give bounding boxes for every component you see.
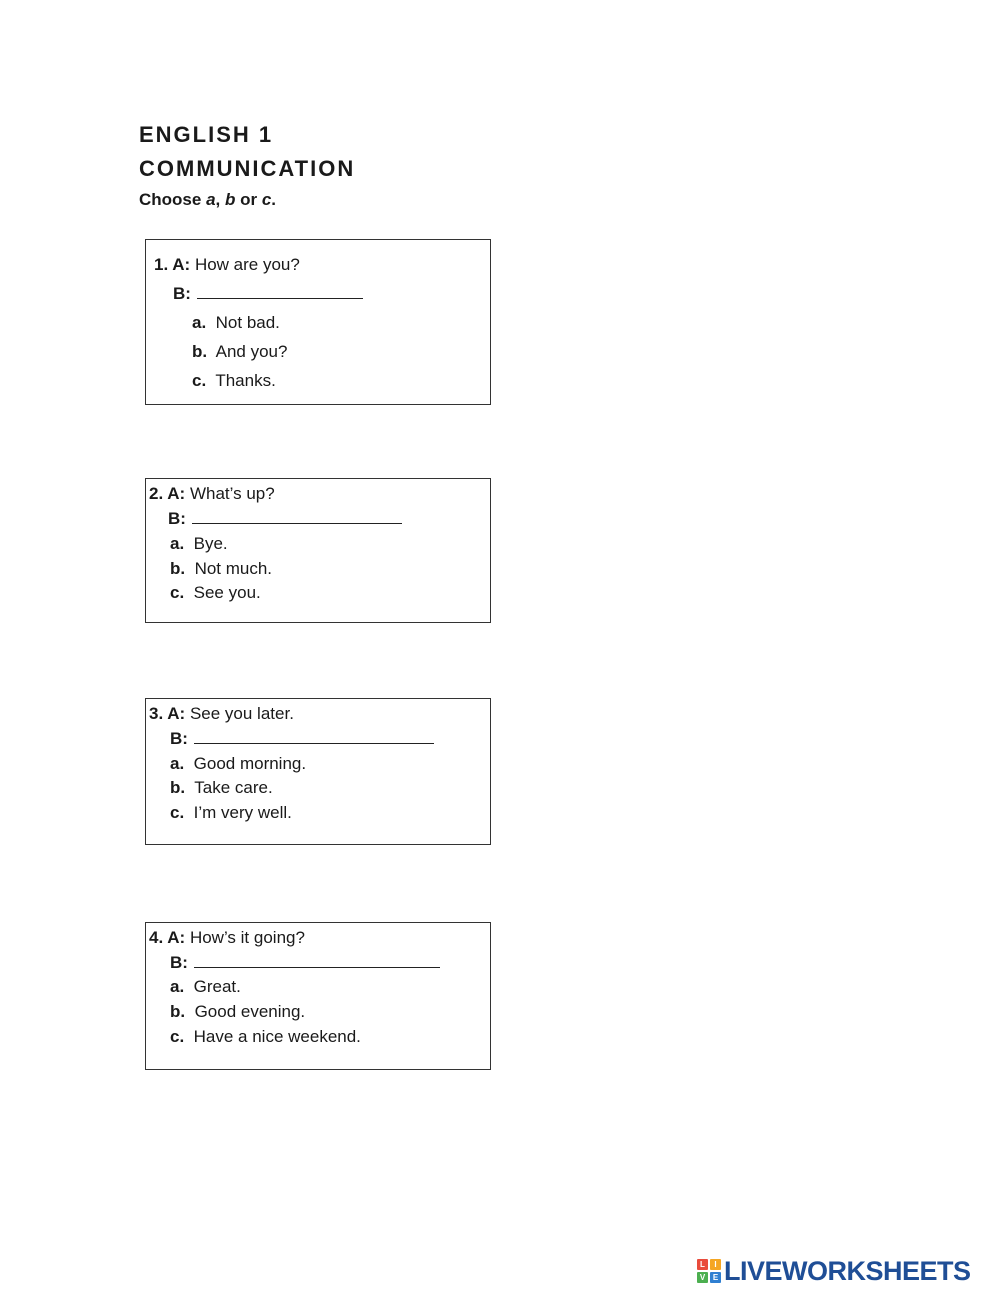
instruction-option-a: a [206, 190, 216, 209]
answer-label: B: [168, 509, 186, 528]
option-b[interactable] [170, 559, 272, 579]
option-letter: a. [170, 754, 185, 773]
option-text: Good evening. [194, 1002, 306, 1021]
answer-line [170, 729, 434, 749]
worksheet-title: ENGLISH 1 [139, 122, 274, 147]
question-box-3 [145, 698, 491, 845]
answer-blank[interactable] [194, 729, 434, 744]
option-a[interactable] [192, 313, 280, 333]
worksheet-subtitle: COMMUNICATION [139, 156, 356, 181]
question-prompt-line [149, 484, 275, 504]
logo-tile-l: L [697, 1259, 708, 1270]
option-c[interactable] [170, 583, 261, 603]
question-box-1 [145, 239, 491, 405]
option-letter: c. [170, 583, 185, 602]
option-text: Not much. [194, 559, 273, 578]
liveworksheets-logo [697, 1257, 971, 1285]
option-letter: c. [170, 1027, 185, 1046]
option-text: I’m very well. [193, 803, 292, 822]
option-letter: b. [170, 778, 186, 797]
option-letter: b. [192, 342, 208, 361]
answer-line [173, 284, 363, 304]
option-letter: a. [170, 534, 185, 553]
option-b[interactable] [170, 778, 273, 798]
question-box-2 [145, 478, 491, 623]
option-letter: a. [192, 313, 207, 332]
option-text: Thanks. [215, 371, 276, 390]
question-prompt-line [154, 255, 300, 275]
question-number: 3. A: [149, 704, 186, 723]
answer-label: B: [170, 953, 188, 972]
logo-tile-e: E [710, 1272, 721, 1283]
option-a[interactable] [170, 754, 306, 774]
question-number: 4. A: [149, 928, 186, 947]
answer-label: B: [170, 729, 188, 748]
option-text: Good morning. [193, 754, 307, 773]
instruction-separator-2: or [235, 190, 262, 209]
option-c[interactable] [192, 371, 276, 391]
logo-tile-i: I [710, 1259, 721, 1270]
question-prompt-line [149, 704, 294, 724]
question-prompt: How’s it going? [189, 928, 305, 947]
logo-tiles-icon [697, 1259, 721, 1283]
question-prompt: What’s up? [189, 484, 275, 503]
question-prompt: See you later. [189, 704, 294, 723]
option-letter: b. [170, 559, 186, 578]
option-letter: c. [192, 371, 207, 390]
answer-line [170, 953, 440, 973]
option-a[interactable] [170, 534, 228, 554]
answer-label: B: [173, 284, 191, 303]
option-text: Not bad. [215, 313, 280, 332]
option-b[interactable] [170, 1002, 305, 1022]
instruction-separator-1: , [215, 190, 225, 209]
option-text: Have a nice weekend. [193, 1027, 361, 1046]
instruction-prefix: Choose [139, 190, 207, 209]
option-c[interactable] [170, 803, 292, 823]
answer-blank[interactable] [192, 509, 402, 524]
instruction-option-b: b [224, 190, 236, 209]
question-prompt: How are you? [194, 255, 300, 274]
logo-tile-v: V [697, 1272, 708, 1283]
option-letter: a. [170, 977, 185, 996]
option-b[interactable] [192, 342, 287, 362]
option-text: And you? [215, 342, 288, 361]
answer-blank[interactable] [197, 284, 363, 299]
question-number: 1. A: [154, 255, 191, 274]
option-text: Great. [193, 977, 241, 996]
instruction [139, 190, 276, 210]
instruction-option-c: c [261, 190, 272, 209]
option-text: Bye. [193, 534, 228, 553]
logo-text: LIVEWORKSHEETS [724, 1255, 971, 1286]
option-text: See you. [193, 583, 261, 602]
option-a[interactable] [170, 977, 241, 997]
option-letter: c. [170, 803, 185, 822]
option-c[interactable] [170, 1027, 361, 1047]
answer-blank[interactable] [194, 953, 440, 968]
option-letter: b. [170, 1002, 186, 1021]
option-text: Take care. [194, 778, 273, 797]
question-number: 2. A: [149, 484, 186, 503]
instruction-end: . [271, 190, 277, 209]
answer-line [168, 509, 402, 529]
question-box-4 [145, 922, 491, 1070]
question-prompt-line [149, 928, 305, 948]
